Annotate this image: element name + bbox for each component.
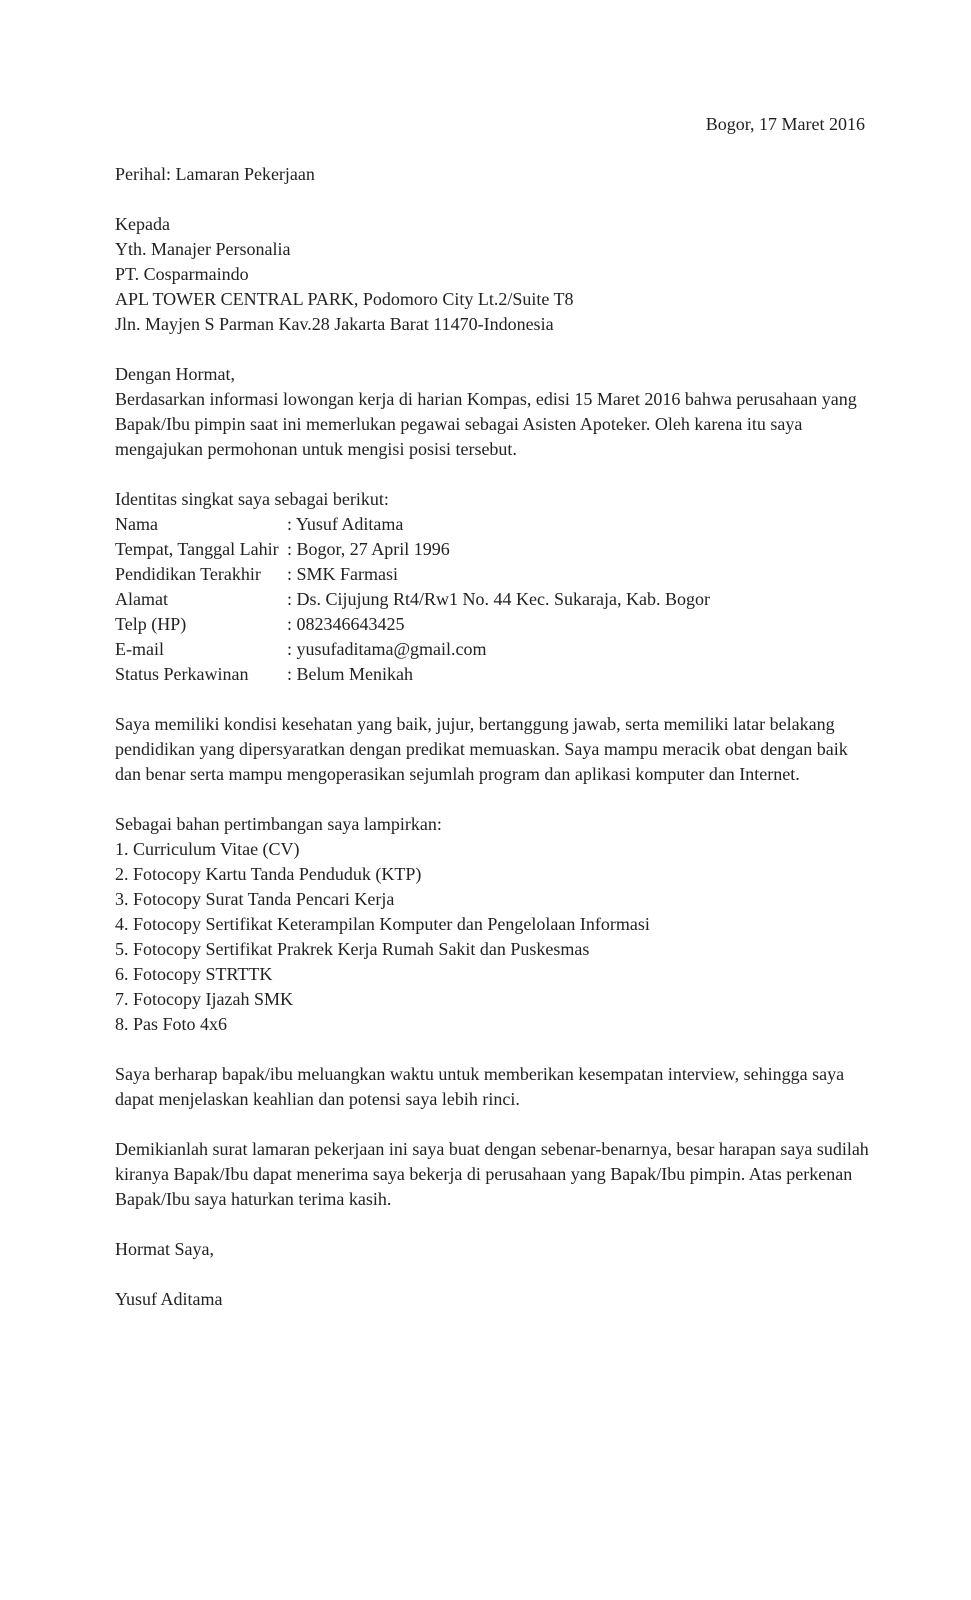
spacer: [115, 1112, 875, 1137]
spacer: [115, 337, 875, 362]
identity-value: : SMK Farmasi: [287, 564, 399, 584]
identity-heading: Identitas singkat saya sebagai berikut:: [115, 489, 389, 509]
spacer: [115, 462, 875, 487]
identity-row-phone: [115, 612, 875, 637]
spacer: [115, 137, 875, 162]
spacer: [115, 1212, 875, 1237]
attachments-heading: Sebagai bahan pertimbangan saya lampirkan:: [115, 814, 442, 834]
list-item: 2. Fotocopy Kartu Tanda Penduduk (KTP): [115, 864, 422, 884]
recipient-attention: Yth. Manajer Personalia: [115, 239, 291, 259]
identity-value: : Belum Menikah: [287, 664, 413, 684]
identity-row-name: [115, 512, 875, 537]
identity-row-birth: [115, 537, 875, 562]
identity-value: : Bogor, 27 April 1996: [287, 539, 450, 559]
recipient-to: Kepada: [115, 214, 170, 234]
attachments-list: [115, 837, 875, 1037]
spacer: [115, 787, 875, 812]
qualification-paragraph: Saya memiliki kondisi kesehatan yang baik, jujur, bertanggung jawab, serta memiliki latar belakang pendidikan yang dipersyaratkan dengan predikat memuaskan. Saya mampu meracik obat dengan baik dan benar serta mampu mengoperasikan sejumlah program dan aplikasi komputer dan Internet.: [115, 714, 848, 784]
list-item: 3. Fotocopy Surat Tanda Pencari Kerja: [115, 889, 395, 909]
list-item: 8. Pas Foto 4x6: [115, 1014, 228, 1034]
letter-body: [115, 112, 875, 1312]
recipient-address-line-1: APL TOWER CENTRAL PARK, Podomoro City Lt.2/Suite T8: [115, 289, 574, 309]
spacer: [115, 187, 875, 212]
identity-row-education: [115, 562, 875, 587]
identity-row-email: [115, 637, 875, 662]
identity-value: : Yusuf Aditama: [287, 514, 404, 534]
spacer: [115, 1037, 875, 1062]
identity-row-address: [115, 587, 875, 612]
spacer: [115, 1262, 875, 1287]
identity-label: Tempat, Tanggal Lahir: [115, 539, 279, 559]
identity-label: Status Perkawinan: [115, 664, 249, 684]
signature-name: Yusuf Aditama: [115, 1289, 223, 1309]
identity-label: Alamat: [115, 589, 168, 609]
identity-label: E-mail: [115, 639, 164, 659]
identity-value: : Ds. Cijujung Rt4/Rw1 No. 44 Kec. Sukaraja, Kab. Bogor: [287, 589, 710, 609]
intro-paragraph: Berdasarkan informasi lowongan kerja di harian Kompas, edisi 15 Maret 2016 bahwa perusahaan yang Bapak/Ibu pimpin saat ini memerlukan pegawai sebagai Asisten Apoteker. Oleh karena itu saya mengajukan permohonan untuk mengisi posisi tersebut.: [115, 389, 857, 459]
interview-paragraph: Saya berharap bapak/ibu meluangkan waktu untuk memberikan kesempatan interview, sehingga saya dapat menjelaskan keahlian dan potensi saya lebih rinci.: [115, 1064, 845, 1109]
closing-paragraph: Demikianlah surat lamaran pekerjaan ini saya buat dengan sebenar-benarnya, besar harapan saya sudilah kiranya Bapak/Ibu dapat menerima saya bekerja di perusahaan yang Bapak/Ibu pimpin. Atas perkenan Bapak/Ibu saya haturkan terima kasih.: [115, 1139, 869, 1209]
recipient-company: PT. Cosparmaindo: [115, 264, 249, 284]
letter-subject: Perihal: Lamaran Pekerjaan: [115, 164, 315, 184]
recipient-block: [115, 212, 875, 337]
identity-label: Nama: [115, 514, 158, 534]
greeting: Dengan Hormat,: [115, 364, 235, 384]
list-item: 5. Fotocopy Sertifikat Prakrek Kerja Rumah Sakit dan Puskesmas: [115, 939, 590, 959]
closing-salutation: Hormat Saya,: [115, 1239, 214, 1259]
identity-row-marital-status: [115, 662, 875, 687]
identity-table: [115, 512, 875, 687]
letter-date: Bogor, 17 Maret 2016: [705, 114, 865, 134]
recipient-address-line-2: Jln. Mayjen S Parman Kav.28 Jakarta Barat 11470-Indonesia: [115, 314, 554, 334]
list-item: 7. Fotocopy Ijazah SMK: [115, 989, 293, 1009]
identity-label: Telp (HP): [115, 614, 187, 634]
list-item: 1. Curriculum Vitae (CV): [115, 839, 300, 859]
identity-value: : yusufaditama@gmail.com: [287, 639, 487, 659]
identity-value: : 082346643425: [287, 614, 405, 634]
identity-label: Pendidikan Terakhir: [115, 564, 261, 584]
spacer: [115, 687, 875, 712]
list-item: 4. Fotocopy Sertifikat Keterampilan Komputer dan Pengelolaan Informasi: [115, 914, 650, 934]
list-item: 6. Fotocopy STRTTK: [115, 964, 273, 984]
